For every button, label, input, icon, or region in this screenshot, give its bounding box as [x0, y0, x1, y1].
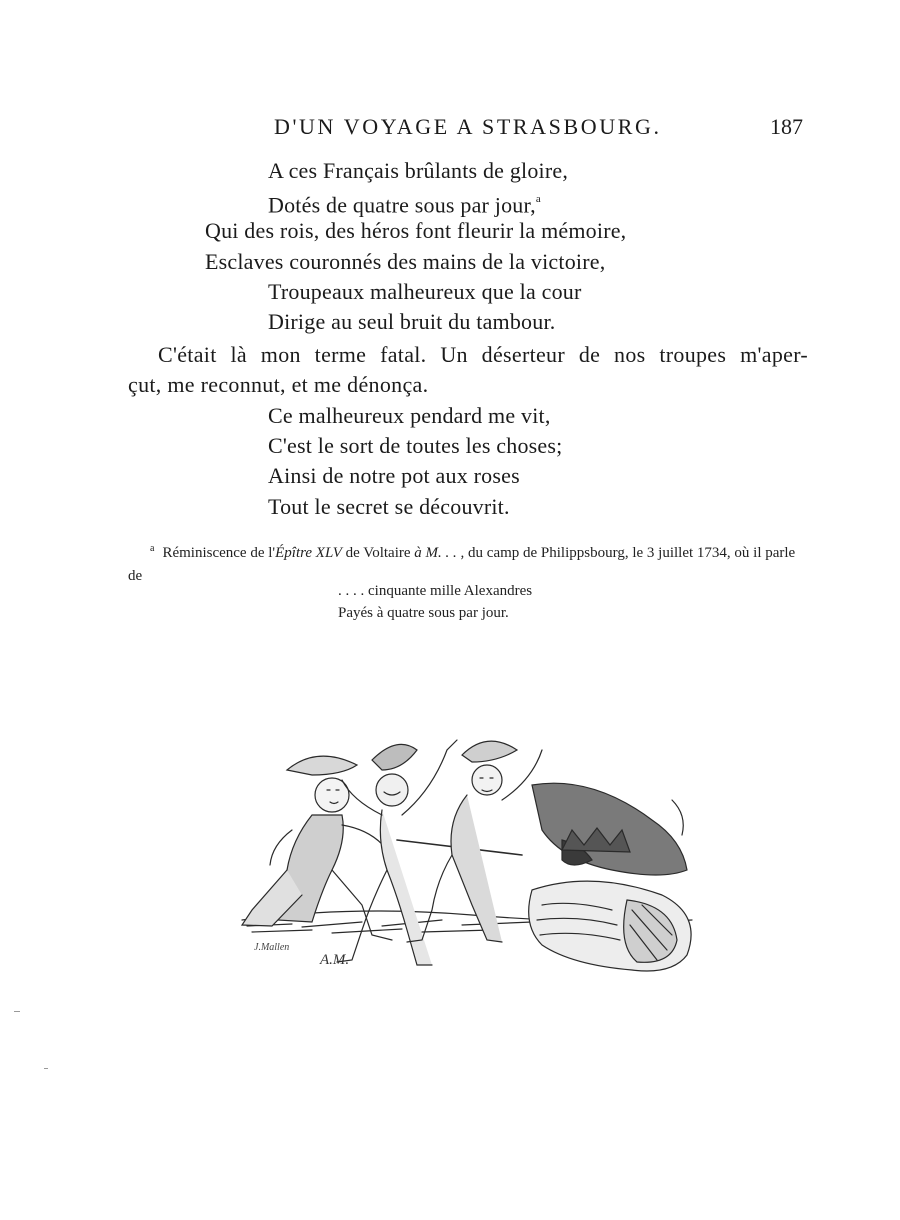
running-head — [0, 114, 900, 144]
footnote-text: du camp de Philippsbourg, le 3 juillet 1734, où il parle de — [128, 545, 796, 584]
footnote-quote — [338, 580, 532, 624]
verse-stanza-2 — [268, 401, 562, 522]
verse-line — [0, 186, 900, 216]
prose-line: C'était là mon terme fatal. Un déserteur de nos troupes m'aper- — [158, 342, 808, 367]
engraver-signature: J.Mallen — [254, 942, 290, 953]
verse-line: Tout le secret se découvrit. — [268, 493, 510, 519]
footnote-work-title: Épître XLV — [275, 545, 342, 561]
footnote-text: de Voltaire — [341, 545, 415, 561]
verse-line: C'est le sort de toutes les choses; — [268, 433, 563, 459]
footnote-text: Réminiscence de l' — [162, 545, 276, 561]
verse-line: Qui des rois, des héros font fleurir la mémoire, — [205, 218, 627, 244]
prose-line: çut, me reconnut, et me dénonça. — [128, 372, 429, 397]
verse-line: Dirige au seul bruit du tambour. — [268, 308, 556, 334]
verse-line: Esclaves couronnés des mains de la victoire, — [205, 248, 606, 274]
footnote-mark: a — [150, 543, 155, 554]
verse-line: Ainsi de notre pot aux roses — [268, 463, 520, 489]
footnote-addressee: à M. . . , — [414, 545, 465, 561]
page-number: 187 — [770, 114, 803, 139]
verse-line: Troupeaux malheureux que la cour — [268, 278, 582, 304]
footnote-quote-line: Payés à quatre sous par jour. — [338, 605, 509, 621]
footnote-quote-line: . . . . cinquante mille Alexandres — [338, 583, 533, 599]
running-title: D'UN VOYAGE A STRASBOURG. — [274, 114, 662, 139]
engraving-illustration — [232, 730, 702, 980]
footnote-ref: a — [535, 193, 541, 206]
verse-line-text: Dotés de quatre sous par jour, — [268, 192, 536, 218]
artist-signature: A.M. — [320, 952, 350, 968]
prose-paragraph — [128, 340, 808, 400]
verse-line: A ces Français brûlants de gloire, — [268, 158, 569, 183]
page-speck — [14, 1011, 20, 1012]
verse-stanza-1 — [0, 156, 900, 337]
page-speck — [44, 1068, 48, 1069]
engraving-drawing — [232, 730, 702, 980]
verse-line: Ce malheureux pendard me vit, — [268, 403, 551, 428]
